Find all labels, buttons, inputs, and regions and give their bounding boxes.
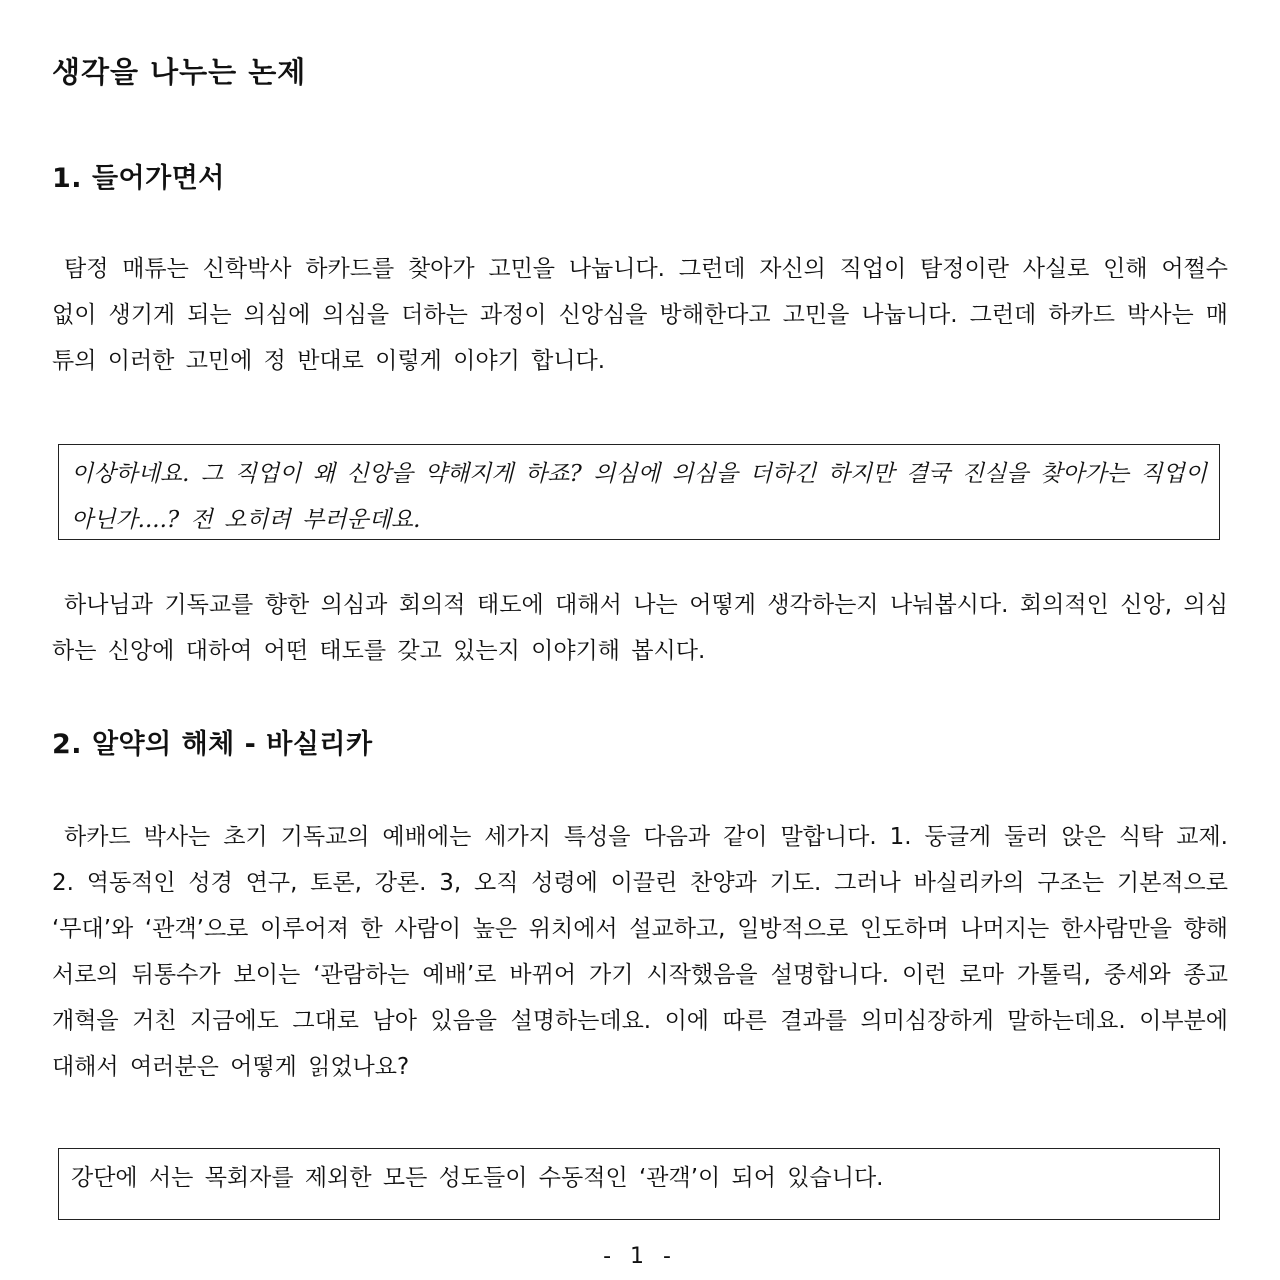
section-1-paragraph-1-text: 탐정 매튜는 신학박사 하카드를 찾아가 고민을 나눕니다. 그런데 자신의 직업이 탐정이란 사실로 인해 어쩔수 없이 생기게 되는 의심에 의심을 더하는 과정이 신앙심을 방해한다고 고민을 나눕니다. 그런데 하카드 박사는 매튜의 이러한 고민에 정 반대로 이렇게 이야기 합니다. [52,256,1228,374]
section-1-paragraph-2 [52,582,1228,674]
section-2-paragraph-1 [52,814,1228,1090]
section-1-quote-text: 이상하네요. 그 직업이 왜 신앙을 약해지게 하죠? 의심에 의심을 더하긴 하지만 결국 진실을 찾아가는 직업이 아닌가....? 전 오히려 부러운데요. [71,461,1207,533]
section-2-heading: 2. 알약의 해체 - 바실리카 [52,729,373,760]
section-1-paragraph-2-text: 하나님과 기독교를 향한 의심과 회의적 태도에 대해서 나는 어떻게 생각하는지 나눠봅시다. 회의적인 신앙, 의심하는 신앙에 대하여 어떤 태도를 갖고 있는지 이야기해 봅시다. [52,592,1228,664]
section-1-quote-box [58,444,1220,540]
section-2-quote-text: 강단에 서는 목회자를 제외한 모든 성도들이 수동적인 ‘관객’이 되어 있습니다. [71,1165,884,1191]
document-title: 생각을 나누는 논제 [52,55,307,89]
section-2-quote-box [58,1148,1220,1220]
section-1-paragraph-1 [52,246,1228,384]
section-1-heading: 1. 들어가면서 [52,163,225,194]
page-number: - 1 - [603,1244,677,1269]
section-2-paragraph-1-text: 하카드 박사는 초기 기독교의 예배에는 세가지 특성을 다음과 같이 말합니다. 1. 둥글게 둘러 앉은 식탁 교제. 2. 역동적인 성경 연구, 토론, 강론. 3, 오직 성령에 이끌린 찬양과 기도. 그러나 바실리카의 구조는 기본적으로 ‘무대’와 ‘관객’으로 이루어져 한 사람이 높은 위치에서 설교하고, 일방적으로 인도하며 나머지는 한사람만을 향해 서로의 뒤통수가 보이는 ‘관람하는 예배’로 바뀌어 가기 시작했음을 설명합니다. 이런 로마 가톨릭, 중세와 종교개혁을 거친 지금에도 그대로 남아 있음을 설명하는데요. 이에 따른 결과를 의미심장하게 말하는데요. 이부분에 대해서 여러분은 어떻게 읽었나요? [52,824,1228,1080]
